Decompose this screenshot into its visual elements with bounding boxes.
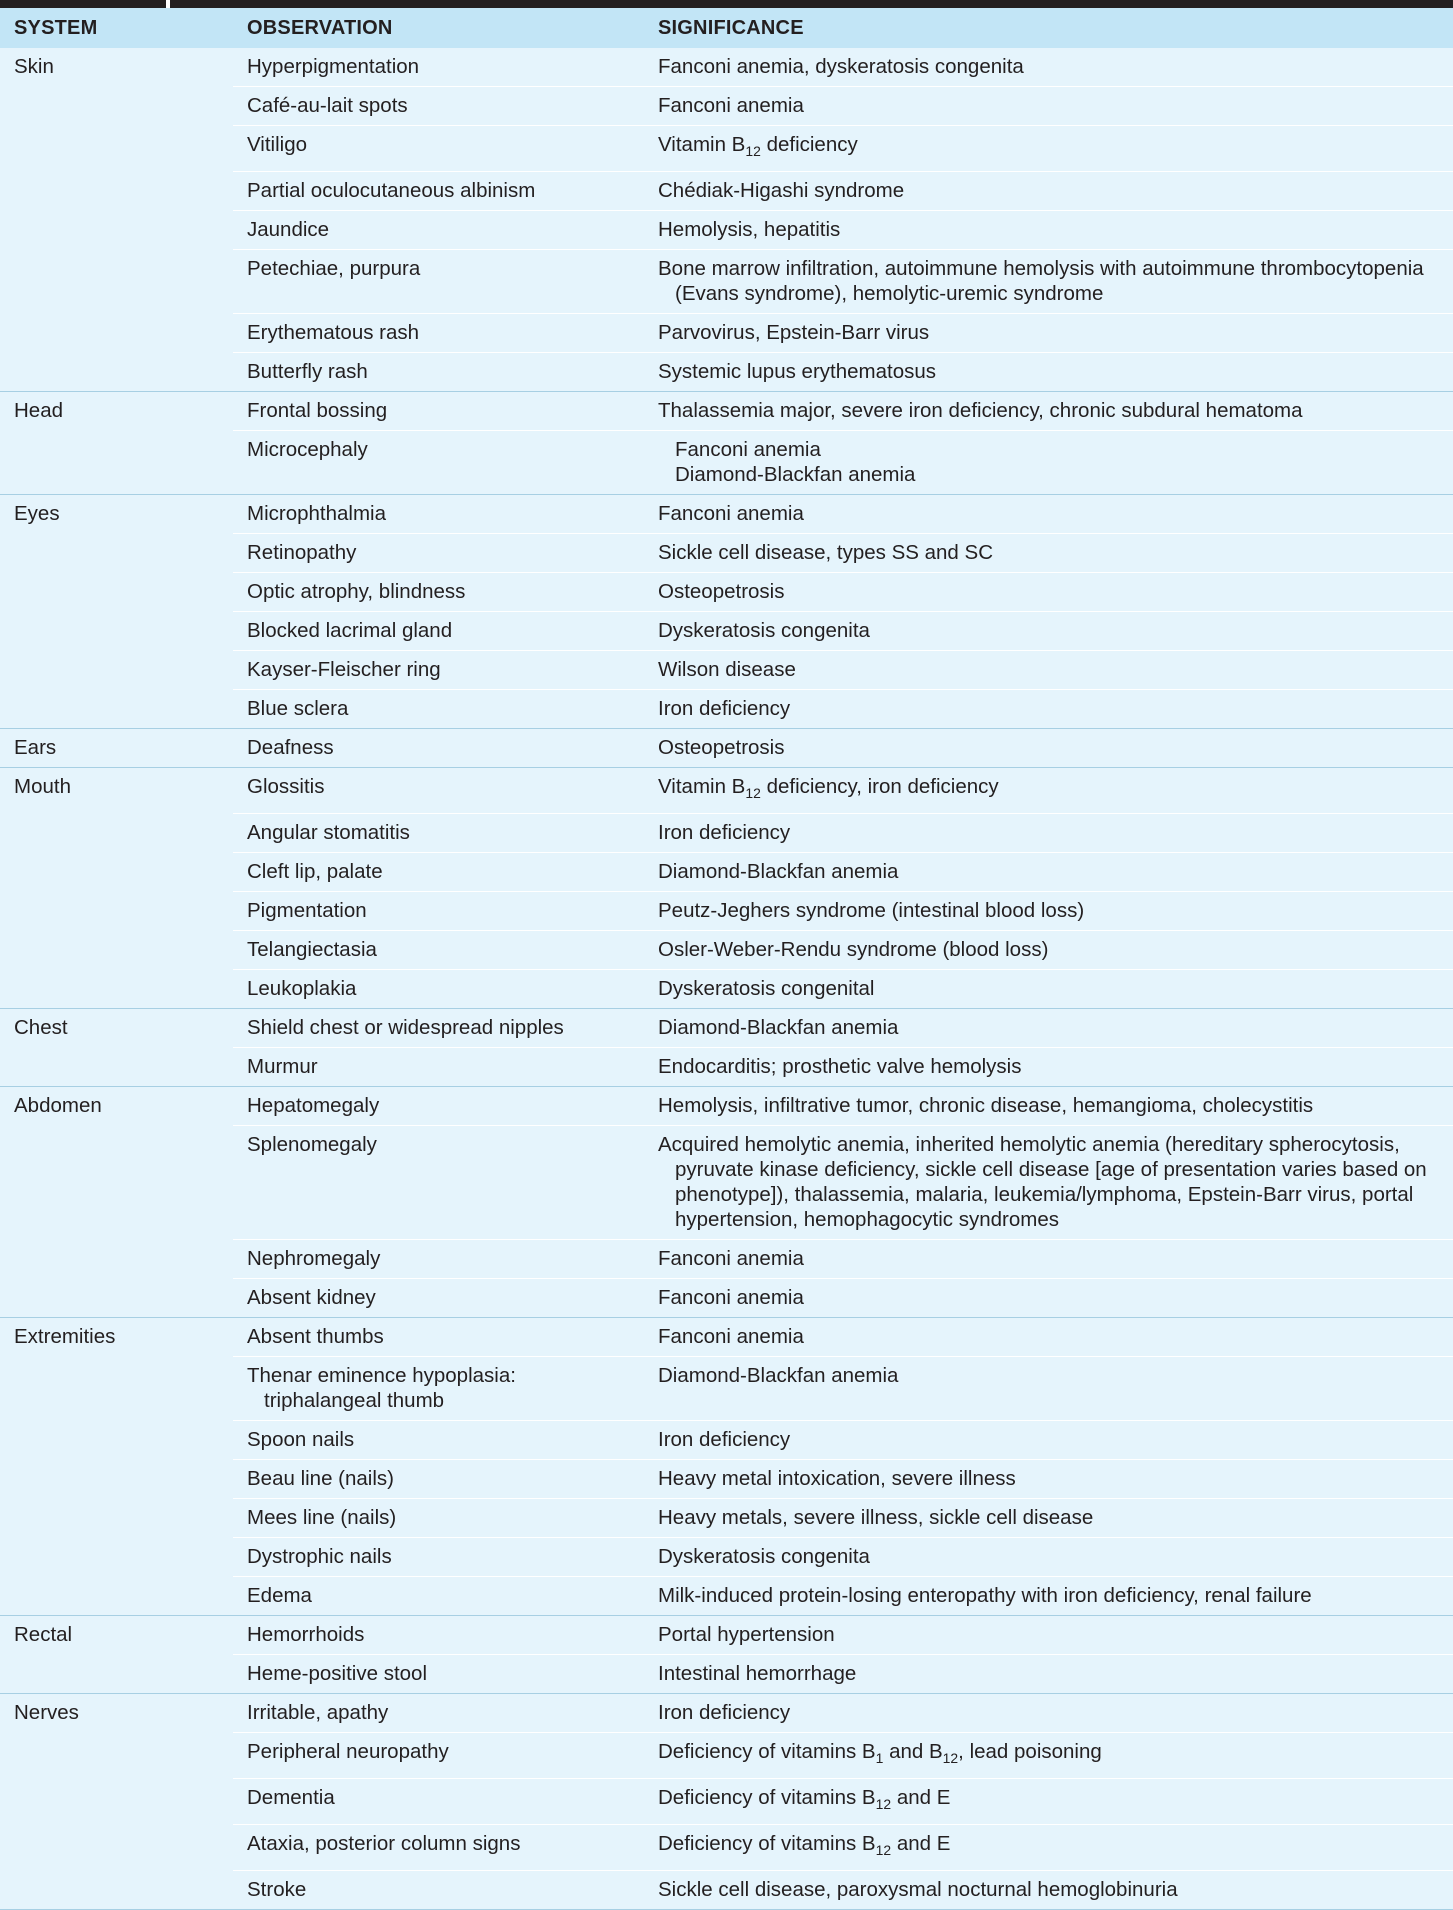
significance-text: Heavy metals, severe illness, sickle cell disease: [658, 1506, 1094, 1530]
system-cell: Ears: [0, 729, 233, 768]
significance-text: Sickle cell disease, paroxysmal nocturnal hemoglobinuria: [658, 1878, 1178, 1902]
significance-cell: [644, 1048, 1453, 1087]
observation-text: Irritable, apathy: [247, 1701, 389, 1725]
significance-cell: [644, 970, 1453, 1009]
observation-text: Splenomegaly: [247, 1133, 377, 1157]
significance-text: Dyskeratosis congenital: [658, 977, 875, 1001]
observation-cell: [233, 48, 644, 87]
significance-text: Acquired hemolytic anemia, inherited hemolytic anemia (hereditary spherocytosis, pyruvate kinase deficiency, sickle cell disease [age of presentation varies based on phenotype]), thalassemia, malaria, leukemia/lymphoma, Epstein-Barr virus, portal hypertension, hemophagocytic syndromes: [658, 1133, 1427, 1232]
significance-cell: [644, 211, 1453, 250]
system-cell: Skin: [0, 48, 233, 392]
significance-cell: [644, 1421, 1453, 1460]
observation-text: Nephromegaly: [247, 1247, 381, 1271]
observation-cell: [233, 651, 644, 690]
observation-text: Glossitis: [247, 775, 325, 799]
observation-text: Edema: [247, 1584, 312, 1608]
significance-text: Fanconi anemia: [658, 1247, 804, 1271]
system-cell: Nerves: [0, 1694, 233, 1910]
significance-cell: [644, 651, 1453, 690]
observation-cell: [233, 1779, 644, 1825]
table-row: [0, 1318, 1453, 1357]
observation-cell: [233, 1009, 644, 1048]
observation-cell: [233, 314, 644, 353]
significance-text: Heavy metal intoxication, severe illness: [658, 1467, 1016, 1491]
observation-cell: [233, 931, 644, 970]
observation-text: Leukoplakia: [247, 977, 357, 1001]
table-row: [0, 1694, 1453, 1733]
significance-text: Diamond-Blackfan anemia: [658, 860, 899, 884]
table-row: [0, 392, 1453, 431]
significance-text: Iron deficiency: [658, 1701, 791, 1725]
observation-text: Petechiae, purpura: [247, 257, 421, 281]
observation-text: Dystrophic nails: [247, 1545, 392, 1569]
observation-text: Pigmentation: [247, 899, 367, 923]
observation-text: Stroke: [247, 1878, 307, 1902]
table-row: [0, 1009, 1453, 1048]
observation-cell: [233, 1048, 644, 1087]
significance-text: Bone marrow infiltration, autoimmune hemolysis with autoimmune thrombocytopenia (Evans syndrome), hemolytic-uremic syndrome: [658, 257, 1424, 306]
significance-cell: [644, 87, 1453, 126]
observation-cell: [233, 1538, 644, 1577]
observation-text: Deafness: [247, 736, 334, 760]
significance-cell: [644, 1871, 1453, 1910]
observation-text: Beau line (nails): [247, 1467, 394, 1491]
table-row: [0, 495, 1453, 534]
significance-cell: [644, 1825, 1453, 1871]
significance-cell: [644, 126, 1453, 172]
significance-text: Parvovirus, Epstein-Barr virus: [658, 321, 930, 345]
significance-cell: [644, 250, 1453, 314]
table-row: [0, 768, 1453, 814]
system-cell: Extremities: [0, 1318, 233, 1616]
observation-cell: [233, 573, 644, 612]
header-observation: OBSERVATION: [233, 8, 644, 48]
observation-text: Thenar eminence hypoplasia: triphalangeal thumb: [247, 1364, 516, 1413]
observation-text: Blocked lacrimal gland: [247, 619, 453, 643]
observation-text: Microcephaly: [247, 438, 368, 462]
observation-cell: [233, 612, 644, 651]
observation-text: Frontal bossing: [247, 399, 388, 423]
significance-cell: [644, 1577, 1453, 1616]
observation-text: Hyperpigmentation: [247, 55, 420, 78]
significance-cell: [644, 172, 1453, 211]
significance-cell: [644, 1499, 1453, 1538]
observation-cell: [233, 892, 644, 931]
table-row: [0, 48, 1453, 87]
significance-text: Deficiency of vitamins $B_1$ and $B_{12}$, lead poisoning: [658, 1740, 1102, 1767]
significance-cell: [644, 392, 1453, 431]
significance-cell: [644, 931, 1453, 970]
observation-cell: [233, 431, 644, 495]
significance-text: Diamond-Blackfan anemia: [658, 1016, 899, 1040]
significance-text: Osteopetrosis: [658, 580, 785, 604]
observation-text: Angular stomatitis: [247, 821, 410, 845]
significance-cell: [644, 612, 1453, 651]
observation-cell: [233, 1825, 644, 1871]
observation-cell: [233, 1087, 644, 1126]
observation-text: Retinopathy: [247, 541, 357, 565]
significance-text: Iron deficiency: [658, 1428, 791, 1452]
observation-cell: [233, 495, 644, 534]
system-cell: Chest: [0, 1009, 233, 1087]
significance-text: Fanconi anemia: [658, 1325, 804, 1349]
significance-cell: [644, 1240, 1453, 1279]
observation-text: Shield chest or widespread nipples: [247, 1016, 564, 1040]
observation-cell: [233, 1499, 644, 1538]
observation-cell: [233, 1279, 644, 1318]
observation-cell: [233, 1357, 644, 1421]
observation-text: Ataxia, posterior column signs: [247, 1832, 521, 1856]
observation-text: Peripheral neuropathy: [247, 1740, 449, 1764]
significance-text: Chédiak-Higashi syndrome: [658, 179, 905, 203]
observation-table: [0, 8, 1453, 1910]
observation-cell: [233, 211, 644, 250]
significance-cell: [644, 353, 1453, 392]
observation-cell: [233, 1616, 644, 1655]
significance-cell: [644, 892, 1453, 931]
system-cell: Abdomen: [0, 1087, 233, 1318]
significance-cell: [644, 690, 1453, 729]
observation-cell: [233, 1460, 644, 1499]
system-cell: Mouth: [0, 768, 233, 1009]
significance-cell: [644, 1655, 1453, 1694]
observation-text: Absent thumbs: [247, 1325, 384, 1349]
observation-text: Blue sclera: [247, 697, 349, 721]
significance-text: Sickle cell disease, types SS and SC: [658, 541, 993, 565]
significance-cell: [644, 48, 1453, 87]
significance-text: Deficiency of vitamins $B_{12}$ and E: [658, 1832, 951, 1859]
significance-text: Portal hypertension: [658, 1623, 835, 1647]
significance-text: Hemolysis, hepatitis: [658, 218, 841, 242]
significance-cell: [644, 853, 1453, 892]
significance-cell: [644, 1616, 1453, 1655]
observation-cell: [233, 534, 644, 573]
significance-text: Fanconi anemia: [658, 94, 804, 117]
observation-text: Dementia: [247, 1786, 335, 1810]
observation-text: Partial oculocutaneous albinism: [247, 179, 536, 203]
observation-text: Hepatomegaly: [247, 1094, 380, 1118]
observation-cell: [233, 690, 644, 729]
significance-text: Intestinal hemorrhage: [658, 1662, 857, 1686]
table-body: [0, 48, 1453, 1910]
significance-text: Wilson disease: [658, 658, 796, 682]
observation-cell: [233, 87, 644, 126]
significance-cell: [644, 431, 1453, 495]
observation-cell: [233, 1733, 644, 1779]
significance-text: Hemolysis, infiltrative tumor, chronic disease, hemangioma, cholecystitis: [658, 1094, 1314, 1118]
header-row: [0, 8, 1453, 48]
significance-cell: [644, 1779, 1453, 1825]
significance-cell: [644, 1318, 1453, 1357]
observation-cell: [233, 1694, 644, 1733]
significance-text: Fanconi anemia Diamond-Blackfan anemia: [675, 438, 916, 487]
significance-cell: [644, 729, 1453, 768]
observation-text: Kayser-Fleischer ring: [247, 658, 441, 682]
observation-text: Heme-positive stool: [247, 1662, 428, 1686]
observation-cell: [233, 814, 644, 853]
observation-text: Mees line (nails): [247, 1506, 397, 1530]
significance-text: Dyskeratosis congenita: [658, 1545, 870, 1569]
significance-text: Iron deficiency: [658, 697, 791, 721]
significance-text: Osler-Weber-Rendu syndrome (blood loss): [658, 938, 1049, 962]
observation-text: Jaundice: [247, 218, 330, 242]
significance-cell: [644, 1009, 1453, 1048]
significance-cell: [644, 1279, 1453, 1318]
significance-cell: [644, 1733, 1453, 1779]
observation-cell: [233, 126, 644, 172]
observation-text: Vitiligo: [247, 133, 308, 156]
table-row: [0, 1616, 1453, 1655]
table-row: [0, 1087, 1453, 1126]
observation-cell: [233, 392, 644, 431]
observation-text: Spoon nails: [247, 1428, 355, 1452]
system-cell: Rectal: [0, 1616, 233, 1694]
observation-cell: [233, 1421, 644, 1460]
top-rule: [0, 0, 1453, 8]
significance-text: Peutz-Jeghers syndrome (intestinal blood loss): [658, 899, 1085, 923]
significance-cell: [644, 314, 1453, 353]
observation-cell: [233, 1126, 644, 1240]
significance-cell: [644, 573, 1453, 612]
significance-cell: [644, 1126, 1453, 1240]
observation-text: Murmur: [247, 1055, 318, 1079]
significance-text: Dyskeratosis congenita: [658, 619, 870, 643]
observation-cell: [233, 353, 644, 392]
observation-cell: [233, 853, 644, 892]
significance-cell: [644, 1357, 1453, 1421]
significance-cell: [644, 534, 1453, 573]
table-row: [0, 729, 1453, 768]
significance-text: Milk-induced protein-losing enteropathy with iron deficiency, renal failure: [658, 1584, 1312, 1608]
system-cell: Head: [0, 392, 233, 495]
observation-cell: [233, 1577, 644, 1616]
observation-cell: [233, 729, 644, 768]
significance-text: Deficiency of vitamins $B_{12}$ and E: [658, 1786, 951, 1813]
observation-text: Absent kidney: [247, 1286, 376, 1310]
significance-text: Fanconi anemia: [658, 1286, 804, 1310]
observation-text: Butterfly rash: [247, 360, 368, 384]
significance-cell: [644, 1538, 1453, 1577]
top-rule-notch: [166, 0, 170, 8]
significance-text: Thalassemia major, severe iron deficiency, chronic subdural hematoma: [658, 399, 1303, 423]
observation-text: Optic atrophy, blindness: [247, 580, 466, 604]
observation-cell: [233, 970, 644, 1009]
observation-cell: [233, 1871, 644, 1910]
significance-cell: [644, 814, 1453, 853]
observation-cell: [233, 768, 644, 814]
significance-text: Iron deficiency: [658, 821, 791, 845]
observation-text: Microphthalmia: [247, 502, 386, 526]
observation-text: Hemorrhoids: [247, 1623, 365, 1647]
significance-text: Osteopetrosis: [658, 736, 785, 760]
significance-text: Fanconi anemia: [658, 502, 804, 526]
significance-cell: [644, 1087, 1453, 1126]
system-cell: Eyes: [0, 495, 233, 729]
significance-cell: [644, 1460, 1453, 1499]
observation-cell: [233, 1655, 644, 1694]
significance-text: Vitamin $B_{12}$ deficiency, iron deficiency: [658, 775, 999, 802]
observation-text: Café-au-lait spots: [247, 94, 408, 117]
significance-text: Endocarditis; prosthetic valve hemolysis: [658, 1055, 1022, 1079]
significance-text: Fanconi anemia, dyskeratosis congenita: [658, 55, 1024, 78]
significance-text: Vitamin $B_{12}$ deficiency: [658, 133, 858, 160]
observation-text: Erythematous rash: [247, 321, 420, 345]
header-significance: SIGNIFICANCE: [644, 8, 1453, 48]
observation-cell: [233, 1318, 644, 1357]
observation-text: Cleft lip, palate: [247, 860, 383, 884]
significance-text: Diamond-Blackfan anemia: [658, 1364, 899, 1388]
significance-text: Systemic lupus erythematosus: [658, 360, 937, 384]
observation-cell: [233, 172, 644, 211]
header-system: SYSTEM: [0, 8, 233, 48]
observation-cell: [233, 1240, 644, 1279]
significance-cell: [644, 768, 1453, 814]
observation-cell: [233, 250, 644, 314]
significance-cell: [644, 1694, 1453, 1733]
observation-text: Telangiectasia: [247, 938, 377, 962]
significance-cell: [644, 495, 1453, 534]
